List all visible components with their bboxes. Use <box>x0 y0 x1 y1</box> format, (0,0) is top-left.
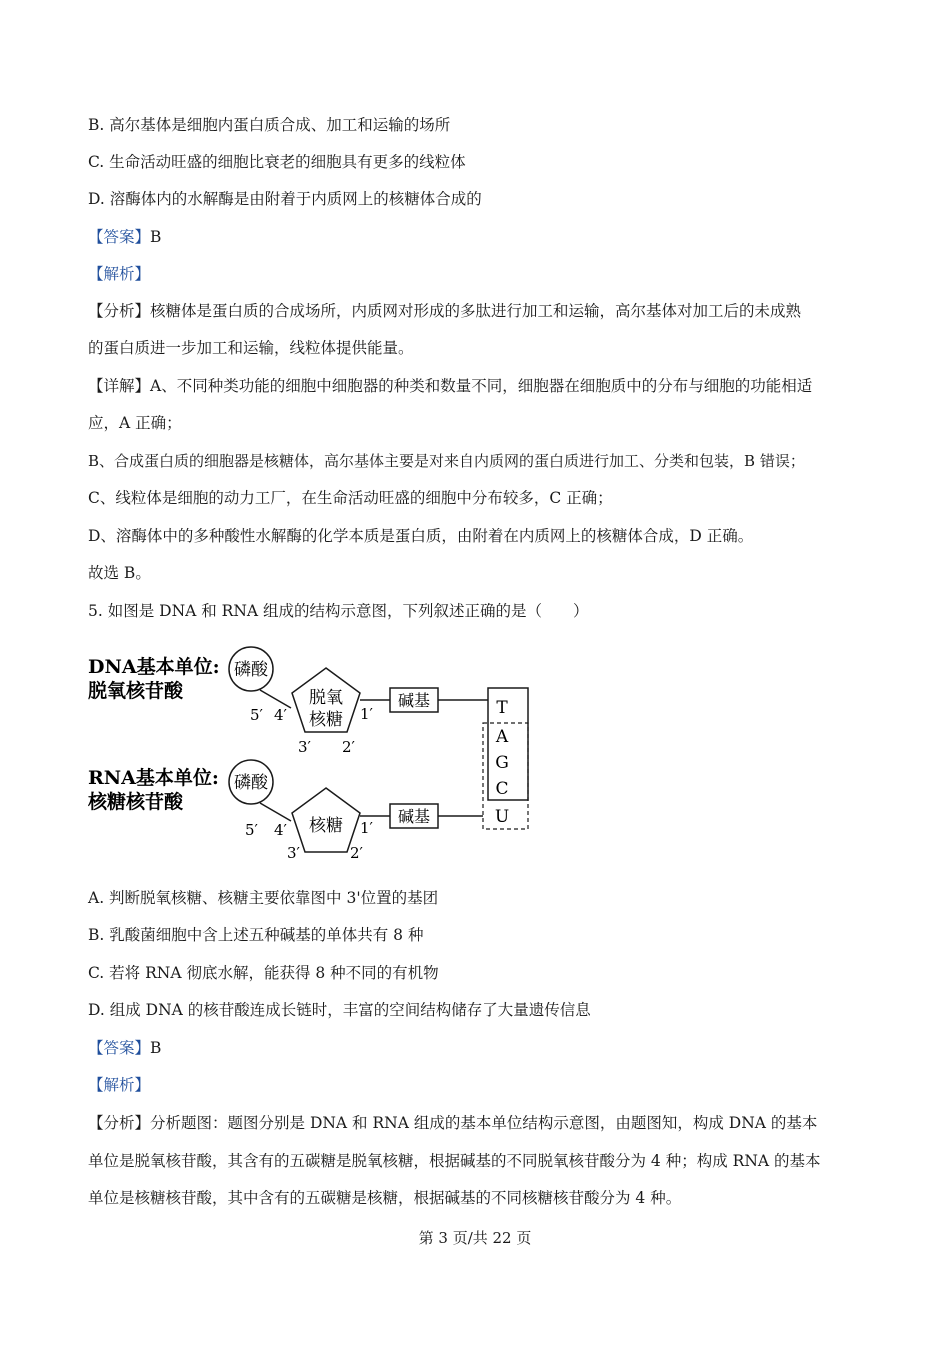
q4-analysis-tag: 【解析】 <box>88 265 151 283</box>
base-g: G <box>495 753 509 773</box>
dna-c1-label: 1′ <box>360 705 373 723</box>
nucleotide-diagram <box>88 645 543 870</box>
q4-fenxi-2: 的蛋白质进一步加工和运输，线粒体提供能量。 <box>88 339 414 357</box>
fenxi-tag: 【分析】 <box>88 1114 151 1132</box>
rna-sugar-label: 核糖 <box>309 816 343 836</box>
dna-c2-label: 2′ <box>342 738 355 756</box>
base-t: T <box>496 698 508 718</box>
dna-sugar-label-2: 核糖 <box>309 710 343 730</box>
rna-c4-label: 4′ <box>274 821 287 839</box>
q5-fenxi-1 <box>88 1113 817 1133</box>
dna-base-label: 碱基 <box>397 691 431 710</box>
rna-c1-label: 1′ <box>360 819 373 837</box>
q5-option-d: D. 组成 DNA 的核苷酸连成长链时，丰富的空间结构储存了大量遗传信息 <box>88 1001 591 1019</box>
q5-answer <box>88 1038 161 1058</box>
rna-c2-label: 2′ <box>350 844 363 862</box>
dna-sugar-label-1: 脱氧 <box>309 688 343 708</box>
answer-tag: 【答案】 <box>88 1039 151 1057</box>
rna-base-label: 碱基 <box>397 807 431 826</box>
base-a: A <box>495 727 509 747</box>
rna-title-1: RNA基本单位: <box>88 767 219 789</box>
q4-xiangjie-3: B、合成蛋白质的细胞器是核糖体，高尔基体主要是对来自内质网的蛋白质进行加工、分类和包装，B 错误； <box>88 452 805 470</box>
dna-title-2: 脱氧核苷酸 <box>88 680 184 702</box>
rna-phosphate-label: 磷酸 <box>234 773 268 793</box>
page-footer: 第 3 页/共 22 页 <box>418 1229 532 1247</box>
q4-xiangjie-5: D、溶酶体中的多种酸性水解酶的化学本质是蛋白质，由附着在内质网上的核糖体合成，D 正确。 <box>88 527 754 545</box>
xiangjie-text: A、不同种类功能的细胞中细胞器的种类和数量不同，细胞器在细胞质中的分布与细胞的功能相适 <box>150 377 813 395</box>
q5-fenxi-2: 单位是脱氧核苷酸，其含有的五碳糖是脱氧核糖，根据碱基的不同脱氧核苷酸分为 4 种；构成 RNA 的基本 <box>88 1152 821 1170</box>
dna-title-1: DNA基本单位: <box>88 656 220 678</box>
q4-option-b: B. 高尔基体是细胞内蛋白质合成、加工和运输的场所 <box>88 116 451 134</box>
rna-phosphate-bond <box>260 803 291 821</box>
answer-value: B <box>150 228 162 246</box>
dna-phosphate-label: 磷酸 <box>234 660 268 680</box>
base-c: C <box>495 779 509 799</box>
xiangjie-tag: 【详解】 <box>88 377 151 395</box>
q4-xiangjie-2: 应，A 正确； <box>88 414 182 432</box>
answer-tag: 【答案】 <box>88 228 151 246</box>
rna-c5-label: 5′ <box>245 821 258 839</box>
q4-xiangjie-4: C、线粒体是细胞的动力工厂，在生命活动旺盛的细胞中分布较多，C 正确； <box>88 489 613 507</box>
q5-option-a: A. 判断脱氧核糖、核糖主要依靠图中 3'位置的基团 <box>88 889 439 907</box>
fenxi-text: 分析题图：题图分别是 DNA 和 RNA 组成的基本单位结构示意图，由题图知，构成 DNA 的基本 <box>150 1114 818 1132</box>
q5-option-b: B. 乳酸菌细胞中含上述五种碱基的单体共有 8 种 <box>88 926 424 944</box>
q5-analysis-tag: 【解析】 <box>88 1076 151 1094</box>
q4-fenxi-1 <box>88 301 801 321</box>
dna-c4-label: 4′ <box>274 706 287 724</box>
fenxi-text: 核糖体是蛋白质的合成场所，内质网对形成的多肽进行加工和运输，高尔基体对加工后的未成熟 <box>150 302 802 320</box>
q4-conclusion: 故选 B。 <box>88 564 151 582</box>
dna-c5-label: 5′ <box>250 706 263 724</box>
q5-stem: 5. 如图是 DNA 和 RNA 组成的结构示意图，下列叙述正确的是（ ） <box>88 602 589 620</box>
q5-fenxi-3: 单位是核糖核苷酸，其中含有的五碳糖是核糖，根据碱基的不同核糖核苷酸分为 4 种。 <box>88 1189 682 1207</box>
answer-value: B <box>150 1039 162 1057</box>
q5-option-c: C. 若将 RNA 彻底水解，能获得 8 种不同的有机物 <box>88 964 439 982</box>
fenxi-tag: 【分析】 <box>88 302 151 320</box>
dna-c3-label: 3′ <box>298 738 311 756</box>
q4-xiangjie-1 <box>88 376 812 396</box>
q4-answer <box>88 227 161 247</box>
q4-option-c: C. 生命活动旺盛的细胞比衰老的细胞具有更多的线粒体 <box>88 153 466 171</box>
base-u: U <box>494 807 510 827</box>
q4-option-d: D. 溶酶体内的水解酶是由附着于内质网上的核糖体合成的 <box>88 190 482 208</box>
rna-c3-label: 3′ <box>287 844 300 862</box>
rna-title-2: 核糖核苷酸 <box>88 791 184 813</box>
